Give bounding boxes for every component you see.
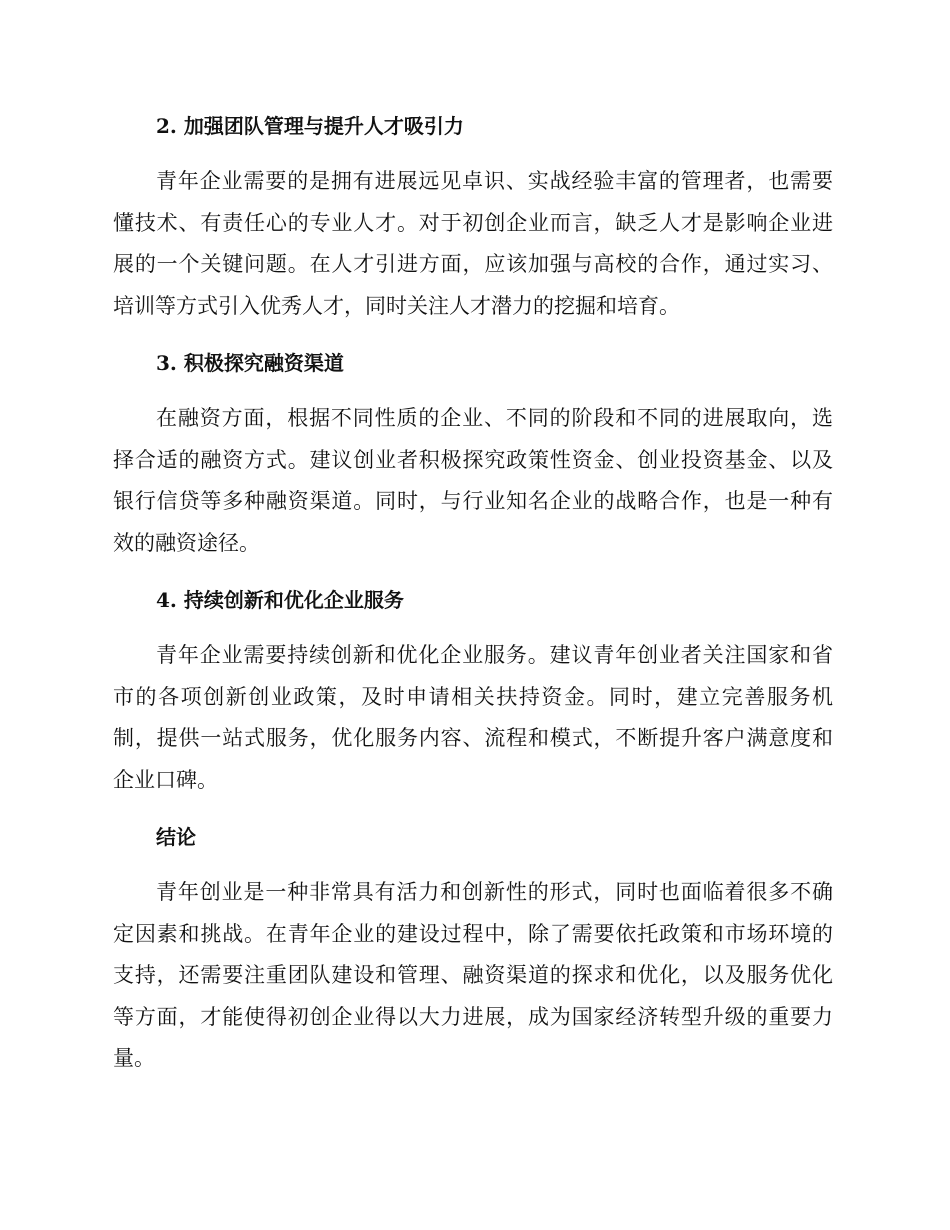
paragraph-line: 支持，还需要注重团队建设和管理、融资渠道的探求和优化，以及服务优化: [113, 963, 833, 987]
paragraph-line: 青年企业需要的是拥有进展远见卓识、实战经验丰富的管理者，也需要: [156, 169, 833, 193]
paragraph-line: 懂技术、有责任心的专业人才。对于初创企业而言，缺乏人才是影响企业进: [113, 210, 833, 235]
paragraph-line: 择合适的融资方式。建议创业者积极探究政策性资金、创业投资基金、以及: [113, 447, 833, 472]
section-heading-innovation: 4. 持续创新和优化企业服务: [156, 588, 404, 612]
paragraph-line: 在融资方面，根据不同性质的企业、不同的阶段和不同的进展取向，选: [156, 406, 833, 430]
section-heading-financing: 3. 积极探究融资渠道: [156, 351, 344, 375]
paragraph-line: 量。: [113, 1046, 155, 1070]
paragraph-line: 市的各项创新创业政策，及时申请相关扶持资金。同时，建立完善服务机: [113, 684, 833, 709]
section-heading-talent: 2. 加强团队管理与提升人才吸引力: [156, 114, 464, 138]
paragraph-talent: [113, 161, 833, 327]
paragraph-conclusion: [113, 872, 833, 1080]
section-heading-conclusion: 结论: [156, 825, 196, 849]
paragraph-line: 银行信贷等多种融资渠道。同时，与行业知名企业的战略合作，也是一种有: [113, 489, 833, 513]
paragraph-line: 青年企业需要持续创新和优化企业服务。建议青年创业者关注国家和省: [156, 643, 833, 667]
paragraph-line: 青年创业是一种非常具有活力和创新性的形式，同时也面临着很多不确: [156, 880, 833, 904]
paragraph-line: 企业口碑。: [113, 767, 218, 792]
paragraph-line: 等方面，才能使得初创企业得以大力进展，成为国家经济转型升级的重要力: [113, 1004, 833, 1029]
paragraph-line: 效的融资途径。: [113, 530, 260, 555]
paragraph-line: 培训等方式引入优秀人才，同时关注人才潜力的挖掘和培育。: [113, 293, 680, 318]
paragraph-innovation: [113, 635, 833, 801]
paragraph-financing: [113, 398, 833, 564]
paragraph-line: 制，提供一站式服务，优化服务内容、流程和模式，不断提升客户满意度和: [113, 726, 833, 750]
paragraph-line: 定因素和挑战。在青年企业的建设过程中，除了需要依托政策和市场环境的: [113, 921, 833, 946]
paragraph-line: 展的一个关键问题。在人才引进方面，应该加强与高校的合作，通过实习、: [113, 252, 833, 276]
